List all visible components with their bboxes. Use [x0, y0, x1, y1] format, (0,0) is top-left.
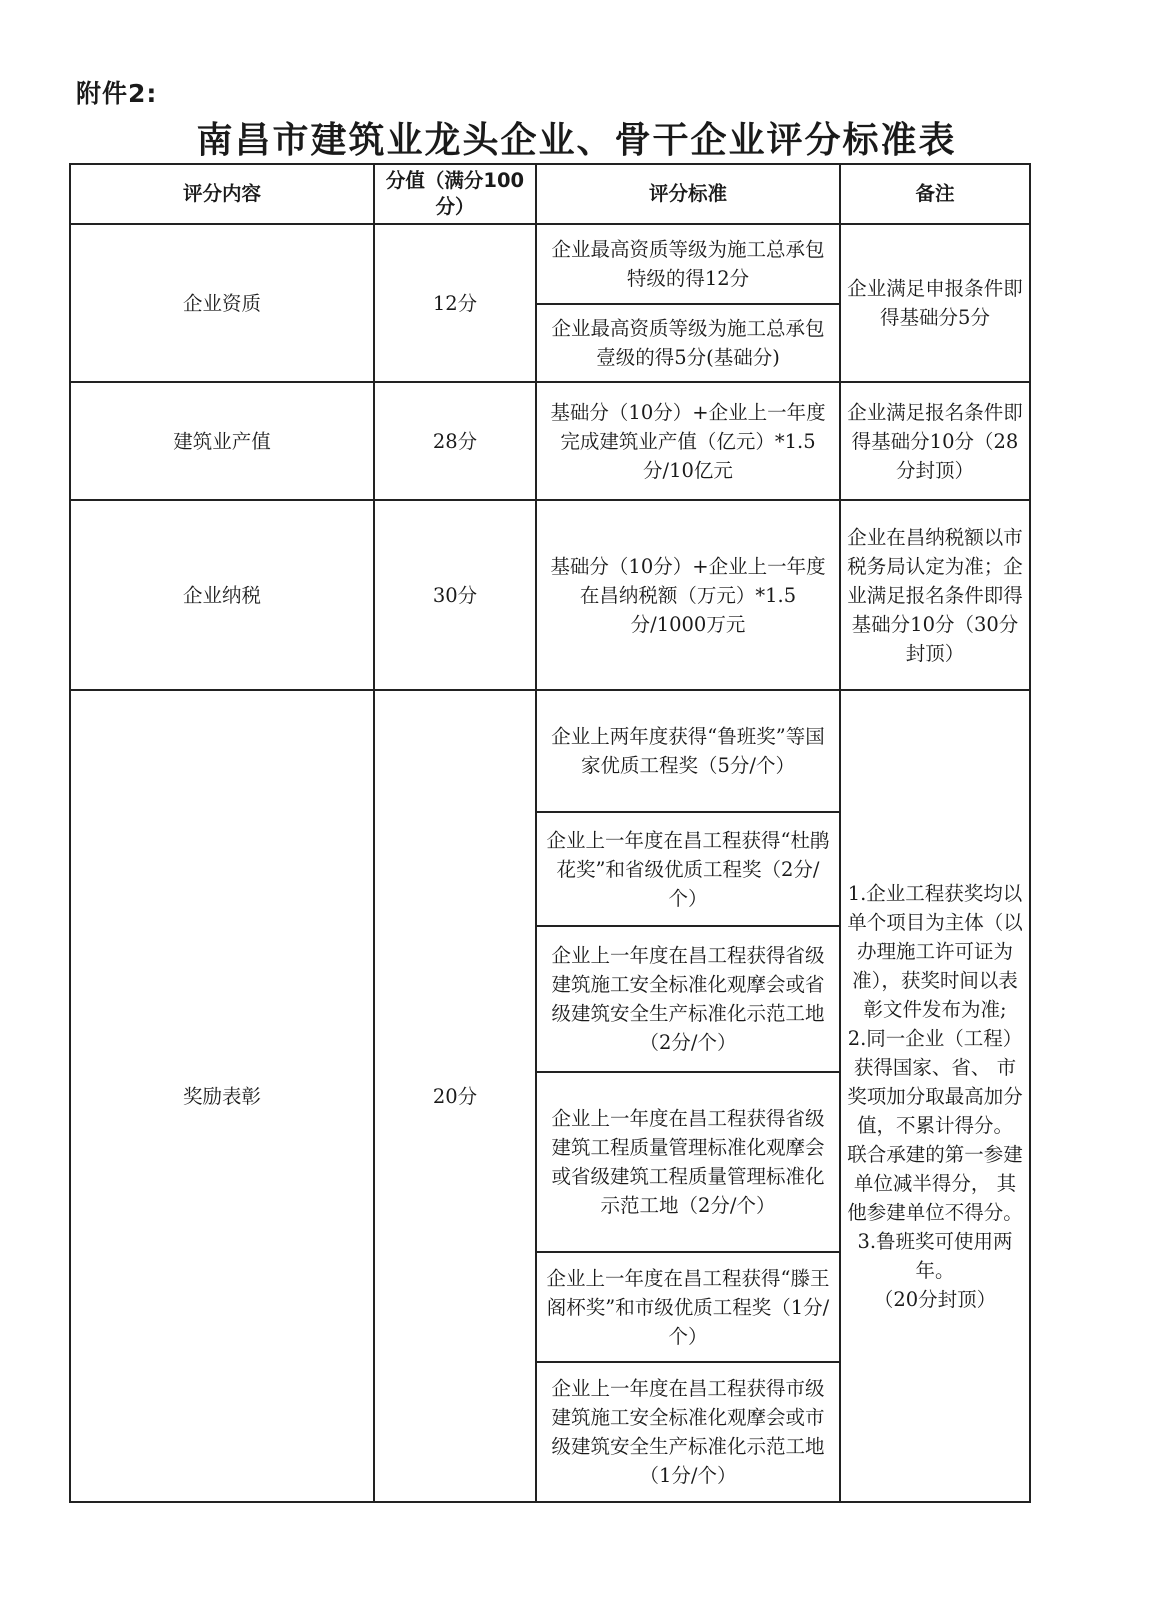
document-title: 南昌市建筑业龙头企业、骨干企业评分标准表: [196, 120, 957, 161]
qualification-remark: 企业满足申报条件即得基础分5分: [840, 224, 1030, 382]
header-criteria: 评分标准: [536, 164, 840, 224]
header-content: 评分内容: [70, 164, 374, 224]
awards-criteria-6: 企业上一年度在昌工程获得市级建筑施工安全标准化观摩会或市级建筑安全生产标准化示范工地（1分/个）: [536, 1362, 840, 1502]
qualification-criteria-2: 企业最高资质等级为施工总承包壹级的得5分(基础分): [536, 304, 840, 382]
tax-criteria: 基础分（10分）+企业上一年度在昌纳税额（万元）*1.5分/1000万元: [536, 500, 840, 690]
awards-remark-1: 1.企业工程获奖均以单个项目为主体（以办理施工许可证为准），获奖时间以表彰文件发布为准;: [847, 881, 1023, 1021]
qualification-score: 12分: [374, 224, 536, 382]
header-remark: 备注: [840, 164, 1030, 224]
awards-criteria-3: 企业上一年度在昌工程获得省级建筑施工安全标准化观摩会或省级建筑安全生产标准化示范工地（2分/个）: [536, 926, 840, 1072]
awards-criteria-1: 企业上两年度获得“鲁班奖”等国家优质工程奖（5分/个）: [536, 690, 840, 812]
awards-remark: [840, 690, 1030, 1502]
tax-remark: 企业在昌纳税额以市税务局认定为准；企业满足报名条件即得基础分10分（30分封顶）: [840, 500, 1030, 690]
table-row: [70, 500, 1030, 690]
tax-score: 30分: [374, 500, 536, 690]
tax-name: 企业纳税: [70, 500, 374, 690]
awards-remark-3: 3.鲁班奖可使用两年。: [857, 1229, 1013, 1282]
attachment-label: 附件2:: [76, 79, 158, 108]
awards-remark-4: （20分封顶）: [873, 1287, 997, 1311]
header-row: [70, 164, 1030, 224]
table-row: [70, 382, 1030, 500]
awards-criteria-5: 企业上一年度在昌工程获得“滕王阁杯奖”和市级优质工程奖（1分/个）: [536, 1252, 840, 1362]
header-score: [374, 164, 536, 224]
table-row: [70, 690, 1030, 812]
header-score-line2: 分）: [435, 195, 475, 218]
qualification-name: 企业资质: [70, 224, 374, 382]
table-row: [70, 224, 1030, 304]
awards-remark-2: 2.同一企业（工程）获得国家、省、 市奖项加分取最高加分值，不累计得分。 联合承建的第一参建单位减半得分， 其他参建单位不得分。: [847, 1026, 1023, 1224]
output-score: 28分: [374, 382, 536, 500]
scoring-standard-table: [69, 163, 1031, 1503]
awards-score: 20分: [374, 690, 536, 1502]
awards-criteria-4: 企业上一年度在昌工程获得省级建筑工程质量管理标准化观摩会或省级建筑工程质量管理标准化示范工地（2分/个）: [536, 1072, 840, 1252]
awards-name: 奖励表彰: [70, 690, 374, 1502]
output-criteria: 基础分（10分）+企业上一年度完成建筑业产值（亿元）*1.5分/10亿元: [536, 382, 840, 500]
header-score-line1: 分值（满分100: [385, 169, 525, 192]
qualification-criteria-1: 企业最高资质等级为施工总承包特级的得12分: [536, 224, 840, 304]
awards-criteria-2: 企业上一年度在昌工程获得“杜鹃花奖”和省级优质工程奖（2分/个）: [536, 812, 840, 926]
output-remark: 企业满足报名条件即得基础分10分（28分封顶）: [840, 382, 1030, 500]
output-name: 建筑业产值: [70, 382, 374, 500]
